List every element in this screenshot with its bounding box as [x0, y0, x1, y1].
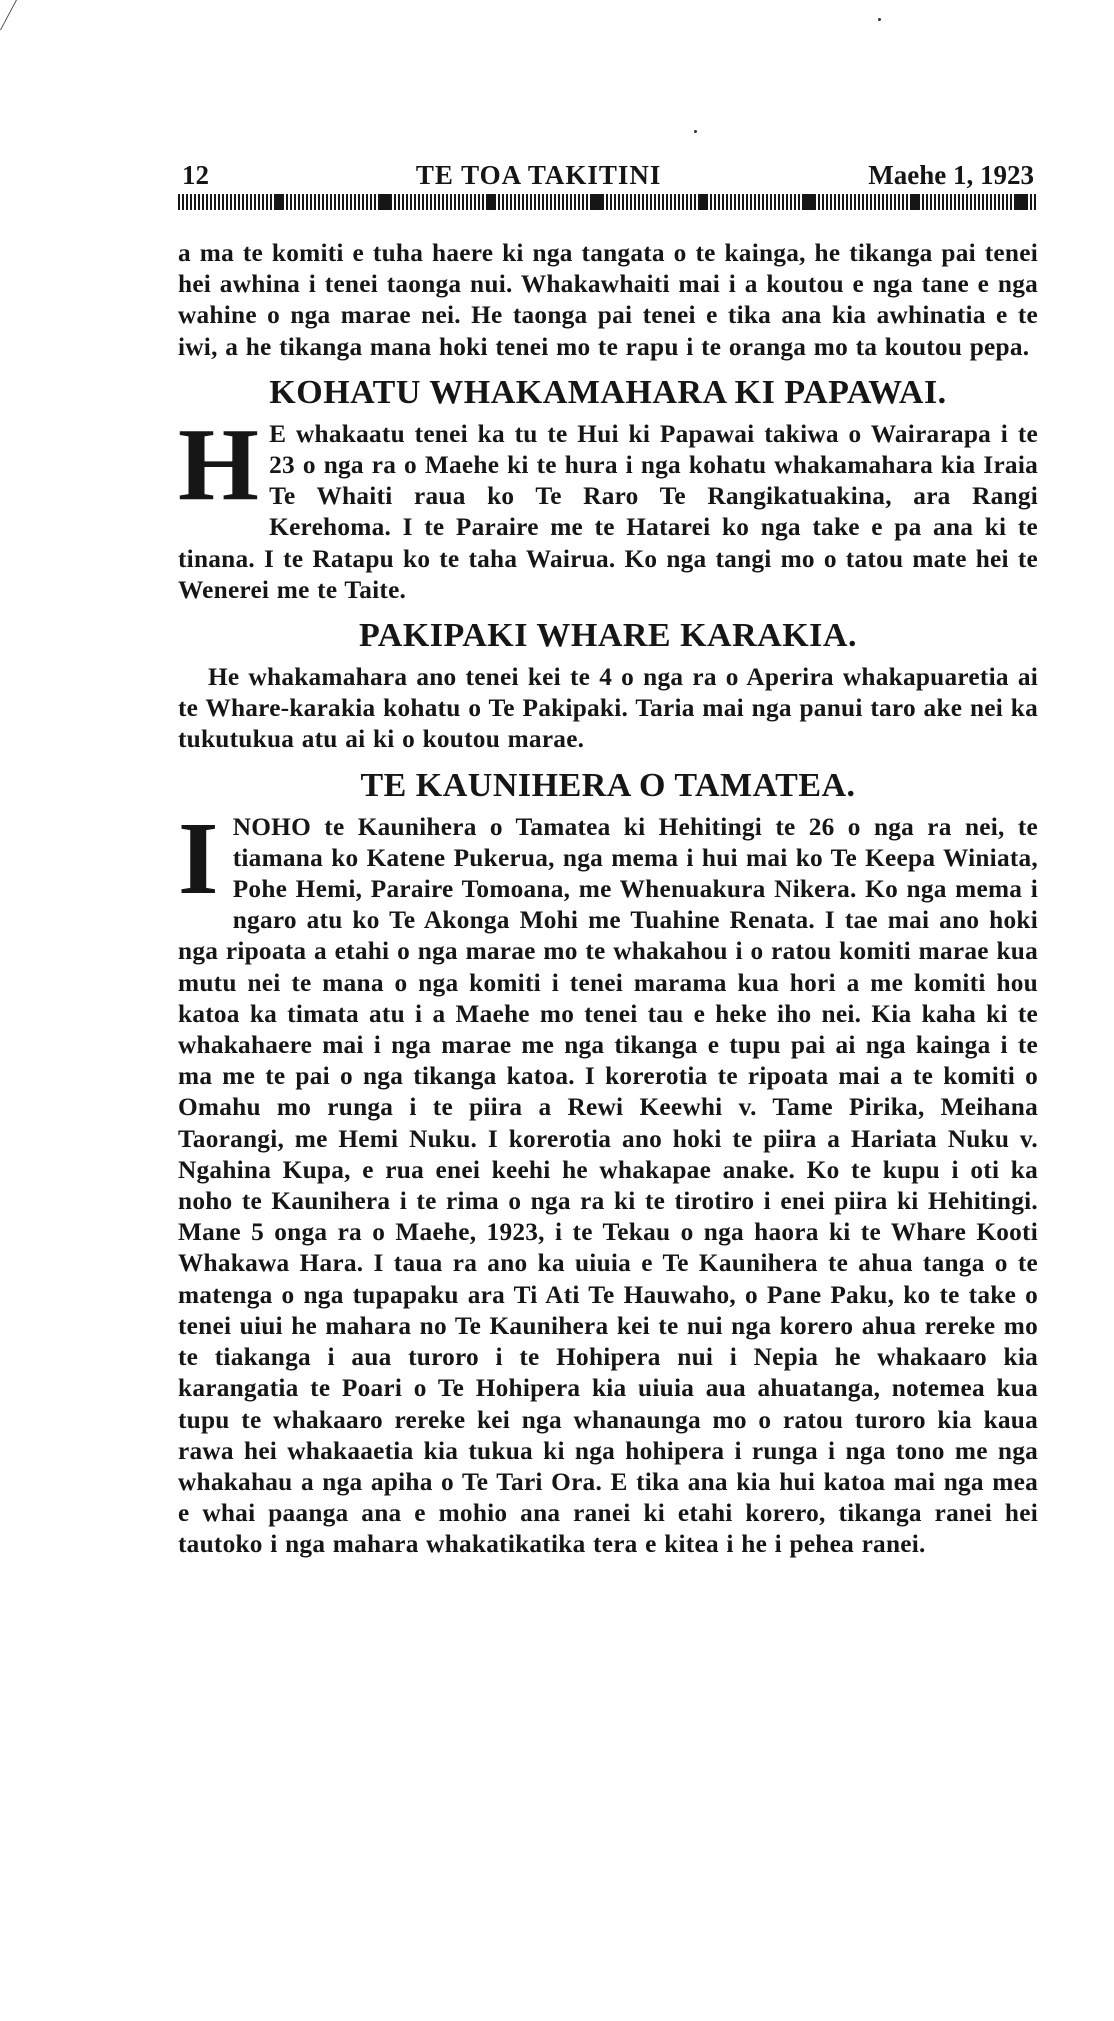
stray-ink-dot: [878, 18, 881, 21]
drop-cap-h: H: [178, 406, 260, 522]
issue-date: Maehe 1, 1923: [868, 160, 1034, 190]
section-text-kohatu: E whakaatu tenei ka tu te Hui ki Papawai takiwa o Wairarapa i te 23 o nga ra o Maehe ki te hura i nga kohatu whakamahara kia Iraia Te Whaiti raua ko Te Raro Te Rangikatuakina, ara Rangi Kerehoma. I te Paraire me te Hatarei ko nga take e pa ana ki te tinana. I te Ratapu ko te taha Wairua. Ko nga tangi mo o tatou mate hei te Wenerei me te Taite.: [178, 419, 1038, 604]
section-title-kohatu: KOHATU WHAKAMAHARA KI PAPAWAI.: [269, 373, 947, 411]
section-body-pakipaki: He whakamahara ano tenei kei te 4 o nga ra o Aperira whakapuaretia ai te Whare-karakia kohatu o Te Pakipaki. Taria mai nga panui taro ake nei ka tukutukua atu ai ki o koutou marae.: [178, 663, 1038, 754]
running-header: [178, 160, 1038, 190]
section-title-pakipaki: PAKIPAKI WHARE KARAKIA.: [359, 617, 857, 655]
intro-paragraph: a ma te komiti e tuha haere ki nga tangata o te kainga, he tikanga pai tenei hei awhina i tenei taonga nui. Whakawhaiti mai i a koutou e nga tane e nga wahine o nga marae nei. He taonga pai tenei e tika ana kia awhinatia e te iwi, a he tikanga mana hoki tenei mo te rapu i te oranga mo ta koutou pepa.: [178, 239, 1038, 361]
publication-title: TE TOA TAKITINI: [415, 160, 662, 190]
section-body-kaunihera: [178, 800, 1038, 1561]
stray-ink-dot: [694, 130, 697, 133]
section-text-kaunihera: NOHO te Kaunihera o Tamatea ki Hehitingi te 26 o nga ra nei, te tiamana ko Katene Pukerua, nga mema i hui mai ko Te Keepa Winiata, Pohe Hemi, Paraire Tomoana, me Whenuakura Nikera. Ko nga mema i ngaro atu ko Te Akonga Mohi me Tuahine Renata. I tae mai ano hoki nga ripoata a etahi o nga marae mo te whakahou i o ratou komiti marae kua mutu nei te mana o nga komiti i tenei marama kua hori a me komiti hou katoa ka timata atu i a Maehe mo tenei tau e heke iho nei. Kia kaha ki te whakahaere mai i nga marae me nga tikanga e tupu pai ai nga kainga i te ma me te pai o nga tikanga katoa. I korerotia te ripoata mai a te komiti o Omahu mo runga i te piira a Rewi Keewhi v. Tame Pirika, Meihana Taorangi, me Hemi Nuku. I korerotia ano hoki te piira a Hariata Nuku v. Ngahina Kupa, e rua enei keehi he whakapae anake. Ko te kupu i oti ka noho te Kaunihera i te rima o nga ra ki te tirotiro i enei piira ki Hehitingi. Mane 5 onga ra o Maehe, 1923, i te Tekau o nga haora ki te Whare Kooti Whakawa Hara. I taua ra ano ka uiuia e Te Kaunihera te ahua tanga o te matenga o nga tupapaku ara Ti Ati Te Hauwaho, o Pane Paku, ko te take o tenei uiui he mahara no Te Kaunihera kei te nui nga korero ahua rereke mo te tiakanga i aua turoro i te Hohipera nui i Nepia he whakaaro kia karangatia te Poari o Te Hohipera kia uiuia aua ahuatanga, notemea kua tupu te whakaaro rereke kei nga whanaunga mo o ratou turoro kia kaua rawa hei whakaaetia kia tukua ki nga hohipera i runga i nga tono me nga whakahau a nga apiha o Te Tari Ora. E tika ana kia hui katoa mai nga mea e whai paanga ana e mohio ana ranei ki etahi korero, tikanga ranei hei tautoko i nga mahara whakatikatika tera e kitea i he i pehea ranei.: [178, 812, 1038, 1559]
section-body-kohatu: [178, 406, 1038, 606]
page-number: 12: [182, 160, 209, 190]
header-ornamental-rule: [178, 194, 1038, 210]
corner-scratch-mark: [0, 0, 35, 30]
section-title-kaunihera: TE KAUNIHERA O TAMATEA.: [360, 766, 856, 804]
drop-cap-i: I: [178, 800, 219, 916]
magazine-page: [178, 160, 1038, 1561]
